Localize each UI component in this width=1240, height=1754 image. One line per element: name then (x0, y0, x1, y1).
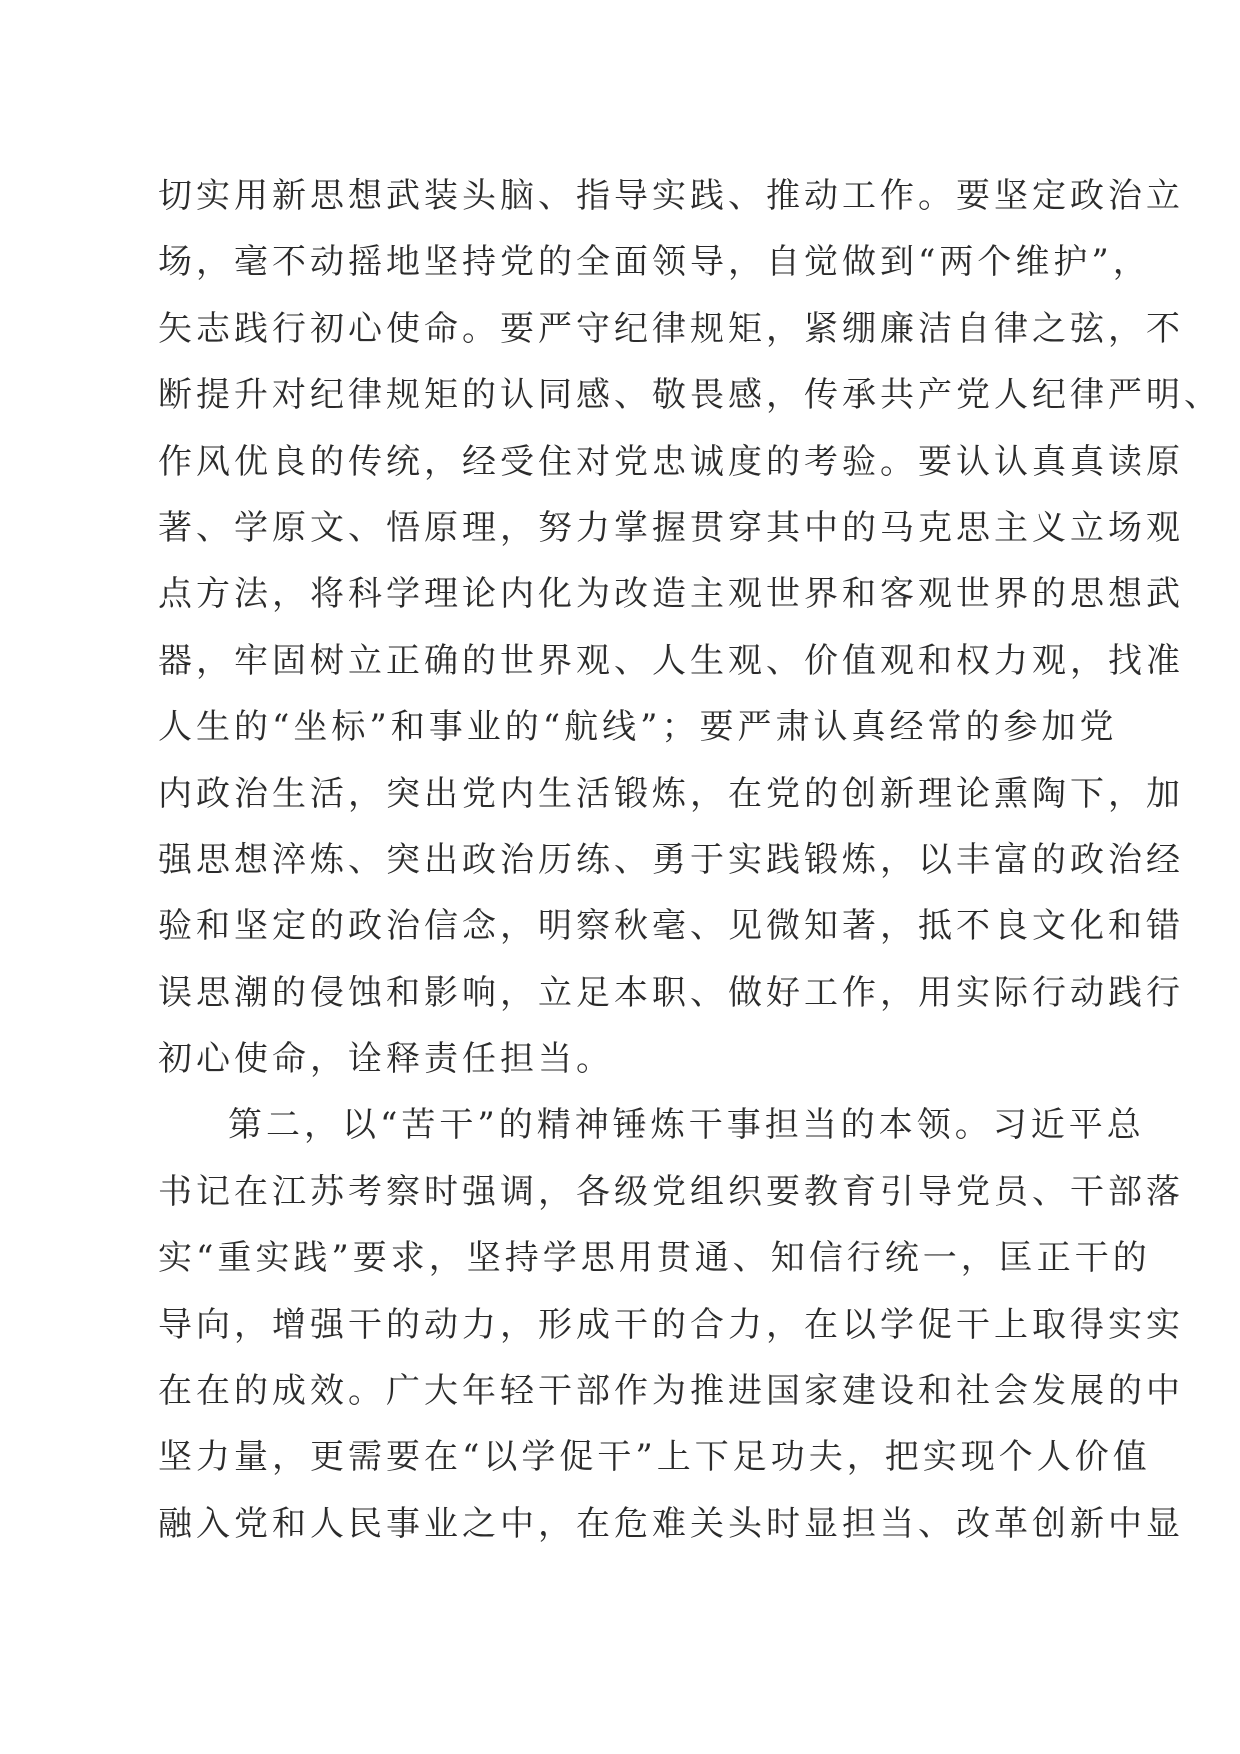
paragraph-start-line: 第二，以“苦干”的精神锤炼干事担当的本领。习近平总 (228, 1105, 1145, 1146)
text-line: 断提升对纪律规矩的认同感、敬畏感，传承共产党人纪律严明、 (158, 375, 1222, 416)
text-line: 作风优良的传统，经受住对党忠诚度的考验。要认认真真读原 (158, 441, 1184, 482)
text-line: 坚力量，更需要在“以学促干”上下足功夫，把实现个人价值 (158, 1437, 1151, 1478)
text-line: 强思想淬炼、突出政治历练、勇于实践锻炼，以丰富的政治经 (158, 839, 1184, 880)
text-line: 在在的成效。广大年轻干部作为推进国家建设和社会发展的中 (158, 1371, 1184, 1412)
body-text (158, 163, 1222, 1557)
text-line: 实“重实践”要求，坚持学思用贯通、知信行统一，匡正干的 (158, 1238, 1151, 1279)
text-line: 书记在江苏考察时强调，各级党组织要教育引导党员、干部落 (158, 1171, 1184, 1212)
text-line: 切实用新思想武装头脑、指导实践、推动工作。要坚定政治立 (158, 176, 1184, 216)
text-line: 矢志践行初心使命。要严守纪律规矩，紧绷廉洁自律之弦，不 (158, 308, 1184, 349)
text-line: 人生的“坐标”和事业的“航线”；要严肃认真经常的参加党 (158, 707, 1118, 748)
text-line: 验和坚定的政治信念，明察秋毫、见微知著，抵不良文化和错 (158, 906, 1184, 947)
text-line: 器，牢固树立正确的世界观、人生观、价值观和权力观，找准 (158, 640, 1184, 681)
text-line: 导向，增强干的动力，形成干的合力，在以学促干上取得实实 (158, 1304, 1184, 1345)
text-line: 场，毫不动摇地坚持党的全面领导，自觉做到“两个维护”， (158, 242, 1151, 283)
text-line: 误思潮的侵蚀和影响，立足本职、做好工作，用实际行动践行 (158, 972, 1184, 1013)
text-line: 内政治生活，突出党内生活锻炼，在党的创新理论熏陶下，加 (158, 773, 1184, 814)
text-line: 初心使命，诠释责任担当。 (158, 1039, 614, 1080)
text-line: 点方法，将科学理论内化为改造主观世界和客观世界的思想武 (158, 574, 1184, 615)
text-line: 著、学原文、悟原理，努力掌握贯穿其中的马克思主义立场观 (158, 507, 1184, 548)
text-line: 融入党和人民事业之中，在危难关头时显担当、改革创新中显 (158, 1503, 1184, 1544)
